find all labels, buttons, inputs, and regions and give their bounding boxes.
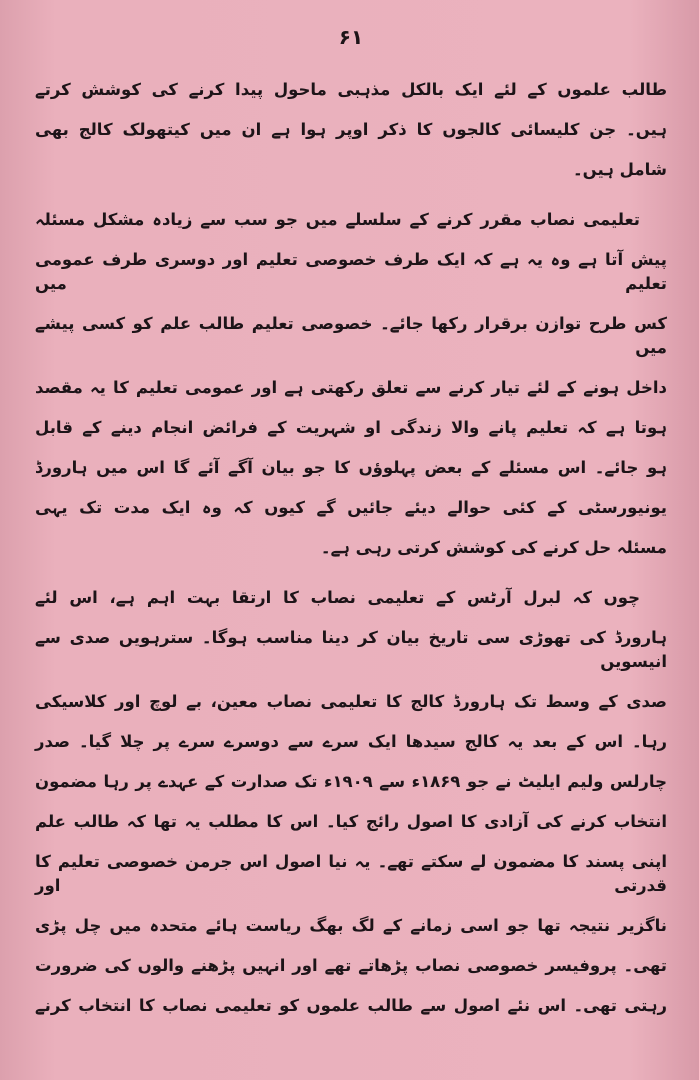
text-line: اپنی پسند کا مضمون لے سکتے تھے۔ یہ نیا اصول اس جرمن خصوصی تعلیم کا قدرتی اور	[35, 852, 667, 895]
text-line: کس طرح توازن برقرار رکھا جائے۔ خصوصی تعلیم طالب علم کو کسی پیشے میں	[35, 314, 667, 357]
text-line: مسئلہ حل کرنے کی کوشش کرتی رہی ہے۔	[320, 538, 667, 557]
text-line: شامل ہیں۔	[572, 160, 667, 179]
text-line: رہتی تھی۔ اس نئے اصول سے طالب علموں کو تعلیمی نصاب کا انتخاب کرنے	[35, 996, 667, 1015]
page-number: ۶۱	[338, 25, 364, 49]
text-line: پیش آتا ہے وہ یہ ہے کہ ایک طرف خصوصی تعلیم اور دوسری طرف عمومی تعلیم میں	[35, 250, 667, 293]
text-line: صدی کے وسط تک ہارورڈ کالج کا تعلیمی نصاب معین، بے لوچ اور کلاسیکی	[35, 692, 667, 711]
text-line: ہیں۔ جن کلیسائی کالجوں کا ذکر اوپر ہوا ہے ان میں کیتھولک کالج بھی	[35, 120, 667, 139]
text-line: یونیورسٹی کے کئی حوالے دیئے جائیں گے کیوں کہ وہ ایک مدت تک یہی	[35, 498, 667, 517]
text-line: داخل ہونے کے لئے تیار کرنے سے تعلق رکھتی ہے اور عمومی تعلیم کا یہ مقصد	[35, 378, 667, 397]
text-line: طالب علموں کے لئے ایک بالکل مذہبی ماحول پیدا کرنے کی کوشش کرتے	[35, 80, 667, 99]
text-line: چوں کہ لبرل آرٹس کے تعلیمی نصاب کا ارتقا بہت اہم ہے، اس لئے	[35, 588, 640, 607]
text-line: تھی۔ پروفیسر خصوصی نصاب پڑھاتے تھے اور انہیں پڑھنے والوں کی ضرورت	[35, 956, 667, 975]
text-line: ہوتا ہے کہ تعلیم پانے والا زندگی او شہریت کے فرائض انجام دینے کے قابل	[35, 418, 667, 437]
text-line: ہارورڈ کی تھوڑی سی تاریخ بیان کر دینا مناسب ہوگا۔ سترہویں صدی سے انیسویں	[35, 628, 667, 671]
text-line: چارلس ولیم ایلیٹ نے جو ۱۸۶۹ء سے ۱۹۰۹ء تک صدارت کے عہدے پر رہا مضمون	[35, 772, 668, 791]
text-line: تعلیمی نصاب مقرر کرنے کے سلسلے میں جو سب سے زیادہ مشکل مسئلہ	[35, 210, 640, 229]
text-line: انتخاب کرنے کی آزادی کا اصول رائج کیا۔ اس کا مطلب یہ تھا کہ طالب علم	[35, 812, 667, 831]
text-line: ناگزیر نتیجہ تھا جو اسی زمانے کے لگ بھگ ریاست ہائے متحدہ میں چل پڑی	[35, 916, 667, 935]
text-line: ہو جائے۔ اس مسئلے کے بعض پہلوؤں کا جو بیان آگے آئے گا اس میں ہارورڈ	[35, 458, 667, 477]
text-line: رہا۔ اس کے بعد یہ کالج سیدھا ایک سرے سے دوسرے سرے پر چلا گیا۔ صدر	[35, 732, 667, 751]
